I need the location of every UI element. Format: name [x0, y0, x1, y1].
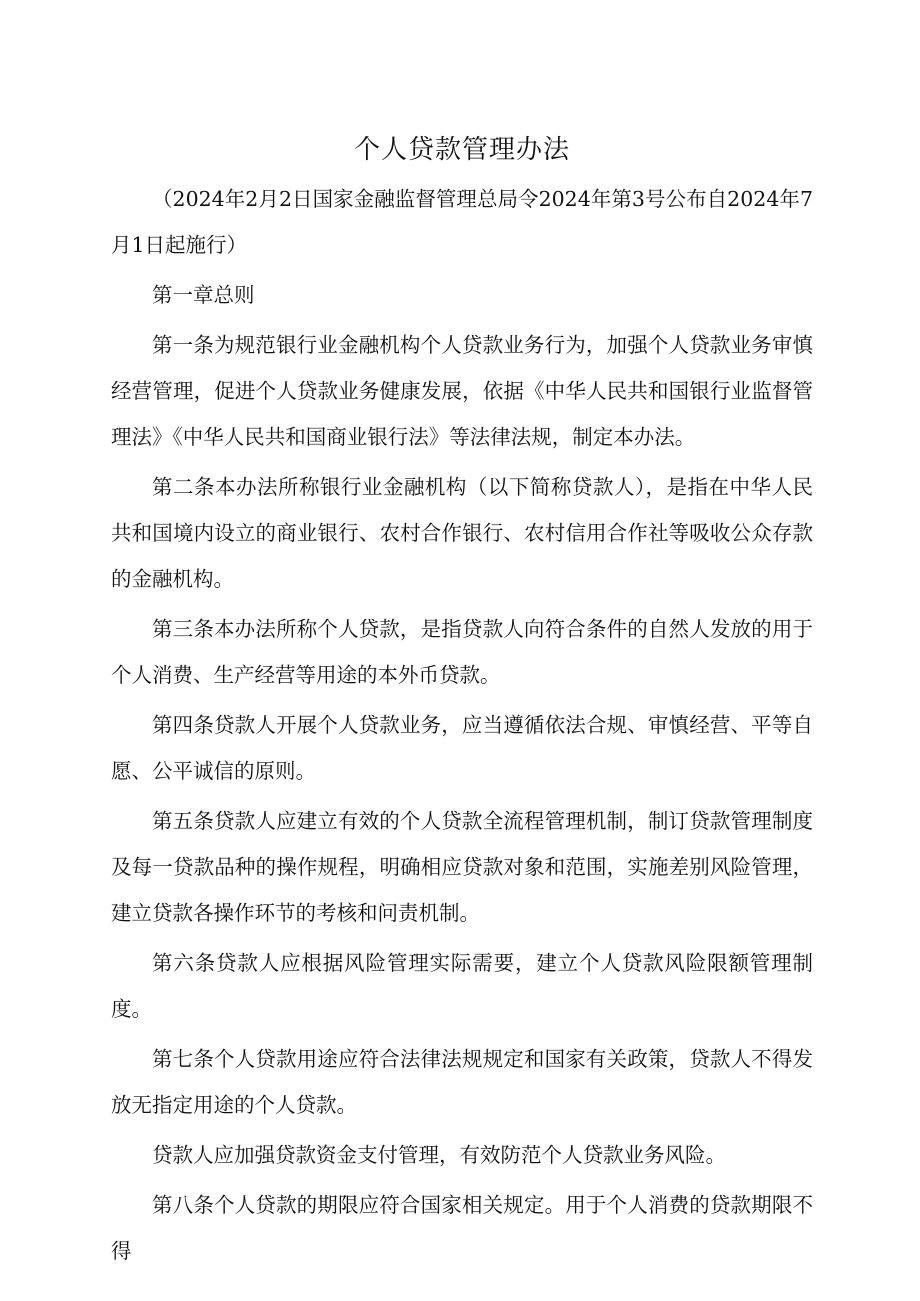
article-7: 第七条个人贷款用途应符合法律法规规定和国家有关政策，贷款人不得发放无指定用途的个人贷款。 — [111, 1047, 813, 1117]
document-subtitle: （2024年2月2日国家金融监督管理总局令2024年第3号公布自2024年7月1日起施行） — [111, 187, 813, 257]
article-1: 第一条为规范银行业金融机构个人贷款业务行为，加强个人贷款业务审慎经营管理，促进个人贷款业务健康发展，依据《中华人民共和国银行业监督管理法》《中华人民共和国商业银行法》等法律法规，制定本办法。 — [111, 333, 813, 449]
article-7-paragraph-2: 贷款人应加强贷款资金支付管理，有效防范个人贷款业务风险。 — [152, 1143, 726, 1167]
article-3: 第三条本办法所称个人贷款，是指贷款人向符合条件的自然人发放的用于个人消费、生产经营等用途的本外币贷款。 — [111, 617, 813, 687]
article-2: 第二条本办法所称银行业金融机构（以下简称贷款人），是指在中华人民共和国境内设立的商业银行、农村合作银行、农村信用合作社等吸收公众存款的金融机构。 — [111, 475, 813, 591]
article-5: 第五条贷款人应建立有效的个人贷款全流程管理机制，制订贷款管理制度及每一贷款品种的操作规程，明确相应贷款对象和范围，实施差别风险管理，建立贷款各操作环节的考核和问责机制。 — [111, 809, 813, 925]
article-6: 第六条贷款人应根据风险管理实际需要，建立个人贷款风险限额管理制度。 — [111, 951, 813, 1021]
chapter-heading: 第一章总则 — [152, 283, 255, 307]
article-8: 第八条个人贷款的期限应符合国家相关规定。用于个人消费的贷款期限不得 — [111, 1193, 813, 1263]
article-4: 第四条贷款人开展个人贷款业务，应当遵循依法合规、审慎经营、平等自愿、公平诚信的原则。 — [111, 713, 813, 783]
document-body — [111, 128, 813, 1274]
document-title: 个人贷款管理办法 — [353, 135, 570, 165]
